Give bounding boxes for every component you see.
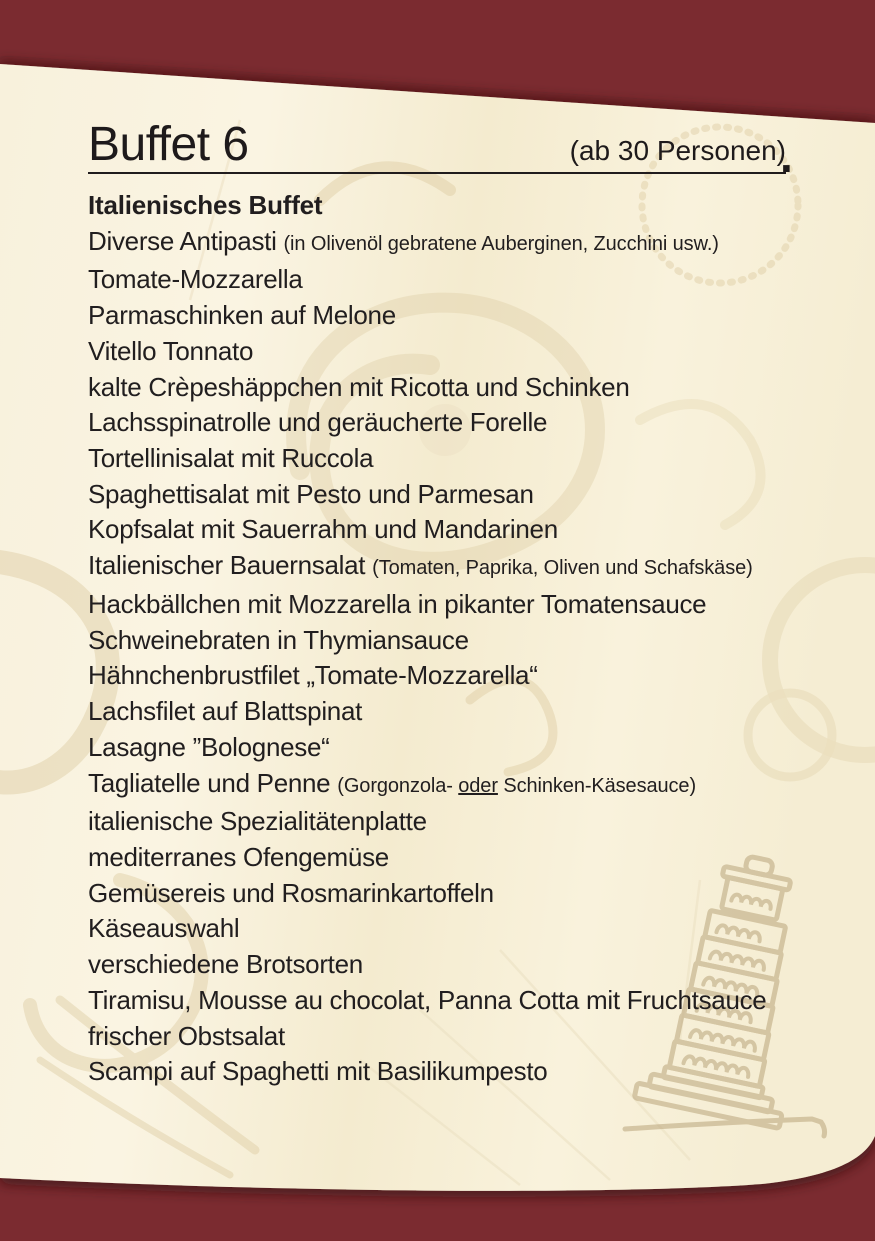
menu-item: mediterranes Ofengemüse bbox=[88, 841, 389, 872]
menu-item: Tagliatelle und Penne (Gorgonzola- oder Schinken-Käsesauce) bbox=[88, 767, 697, 798]
menu-item: Gemüsereis und Rosmarinkartoffeln bbox=[88, 877, 494, 908]
section-heading: Italienisches Buffet bbox=[88, 190, 323, 220]
menu-item-note: (Tomaten, Paprika, Oliven und Schafskäse) bbox=[372, 557, 753, 580]
menu-item: italienische Spezialitätenplatte bbox=[88, 806, 427, 837]
menu-item-note: (in Olivenöl gebratene Auberginen, Zucchini usw.) bbox=[283, 232, 719, 255]
menu-item: Tiramisu, Mousse au chocolat, Panna Cotta mit Fruchtsauce bbox=[88, 984, 767, 1015]
menu-item: frischer Obstsalat bbox=[88, 1020, 285, 1051]
title-end-dot: . bbox=[780, 130, 793, 182]
menu-item-note: (Gorgonzola- oder Schinken-Käsesauce) bbox=[337, 774, 697, 797]
menu-item: Scampi auf Spaghetti mit Basilikumpesto bbox=[88, 1056, 548, 1087]
menu-item: Lasagne ”Bolognese“ bbox=[88, 731, 330, 762]
menu-item: Lachsfilet auf Blattspinat bbox=[88, 696, 363, 727]
menu-item: Tomate-Mozzarella bbox=[88, 264, 303, 295]
menu-item: Parmaschinken auf Melone bbox=[88, 300, 396, 331]
menu-item: Schweinebraten in Thymiansauce bbox=[88, 624, 469, 655]
menu-item: Käseauswahl bbox=[88, 913, 240, 944]
menu-item-list bbox=[88, 224, 848, 1090]
menu-item: Spaghettisalat mit Pesto und Parmesan bbox=[88, 478, 534, 509]
menu-item: Hackbällchen mit Mozzarella in pikanter Tomatensauce bbox=[88, 588, 707, 619]
menu-item: Kopfsalat mit Sauerrahm und Mandarinen bbox=[88, 514, 558, 545]
menu-item: Vitello Tonnato bbox=[88, 335, 254, 366]
title-row bbox=[88, 118, 786, 174]
menu-item: kalte Crèpeshäppchen mit Ricotta und Schinken bbox=[88, 371, 630, 402]
menu-item: verschiedene Brotsorten bbox=[88, 949, 363, 980]
underlined-word: oder bbox=[458, 774, 498, 797]
menu-item: Italienischer Bauernsalat (Tomaten, Paprika, Oliven und Schafskäse) bbox=[88, 550, 753, 581]
menu-item: Diverse Antipasti (in Olivenöl gebratene Auberginen, Zucchini usw.) bbox=[88, 225, 719, 256]
page-title: Buffet 6 bbox=[88, 118, 249, 171]
menu-item: Lachsspinatrolle und geräucherte Forelle bbox=[88, 407, 548, 438]
page-subtitle: (ab 30 Personen) bbox=[569, 135, 786, 166]
menu-block bbox=[88, 188, 848, 1090]
menu-item: Hähnchenbrustfilet „Tomate-Mozzarella“ bbox=[88, 660, 538, 691]
menu-item: Tortellinisalat mit Ruccola bbox=[88, 443, 374, 474]
